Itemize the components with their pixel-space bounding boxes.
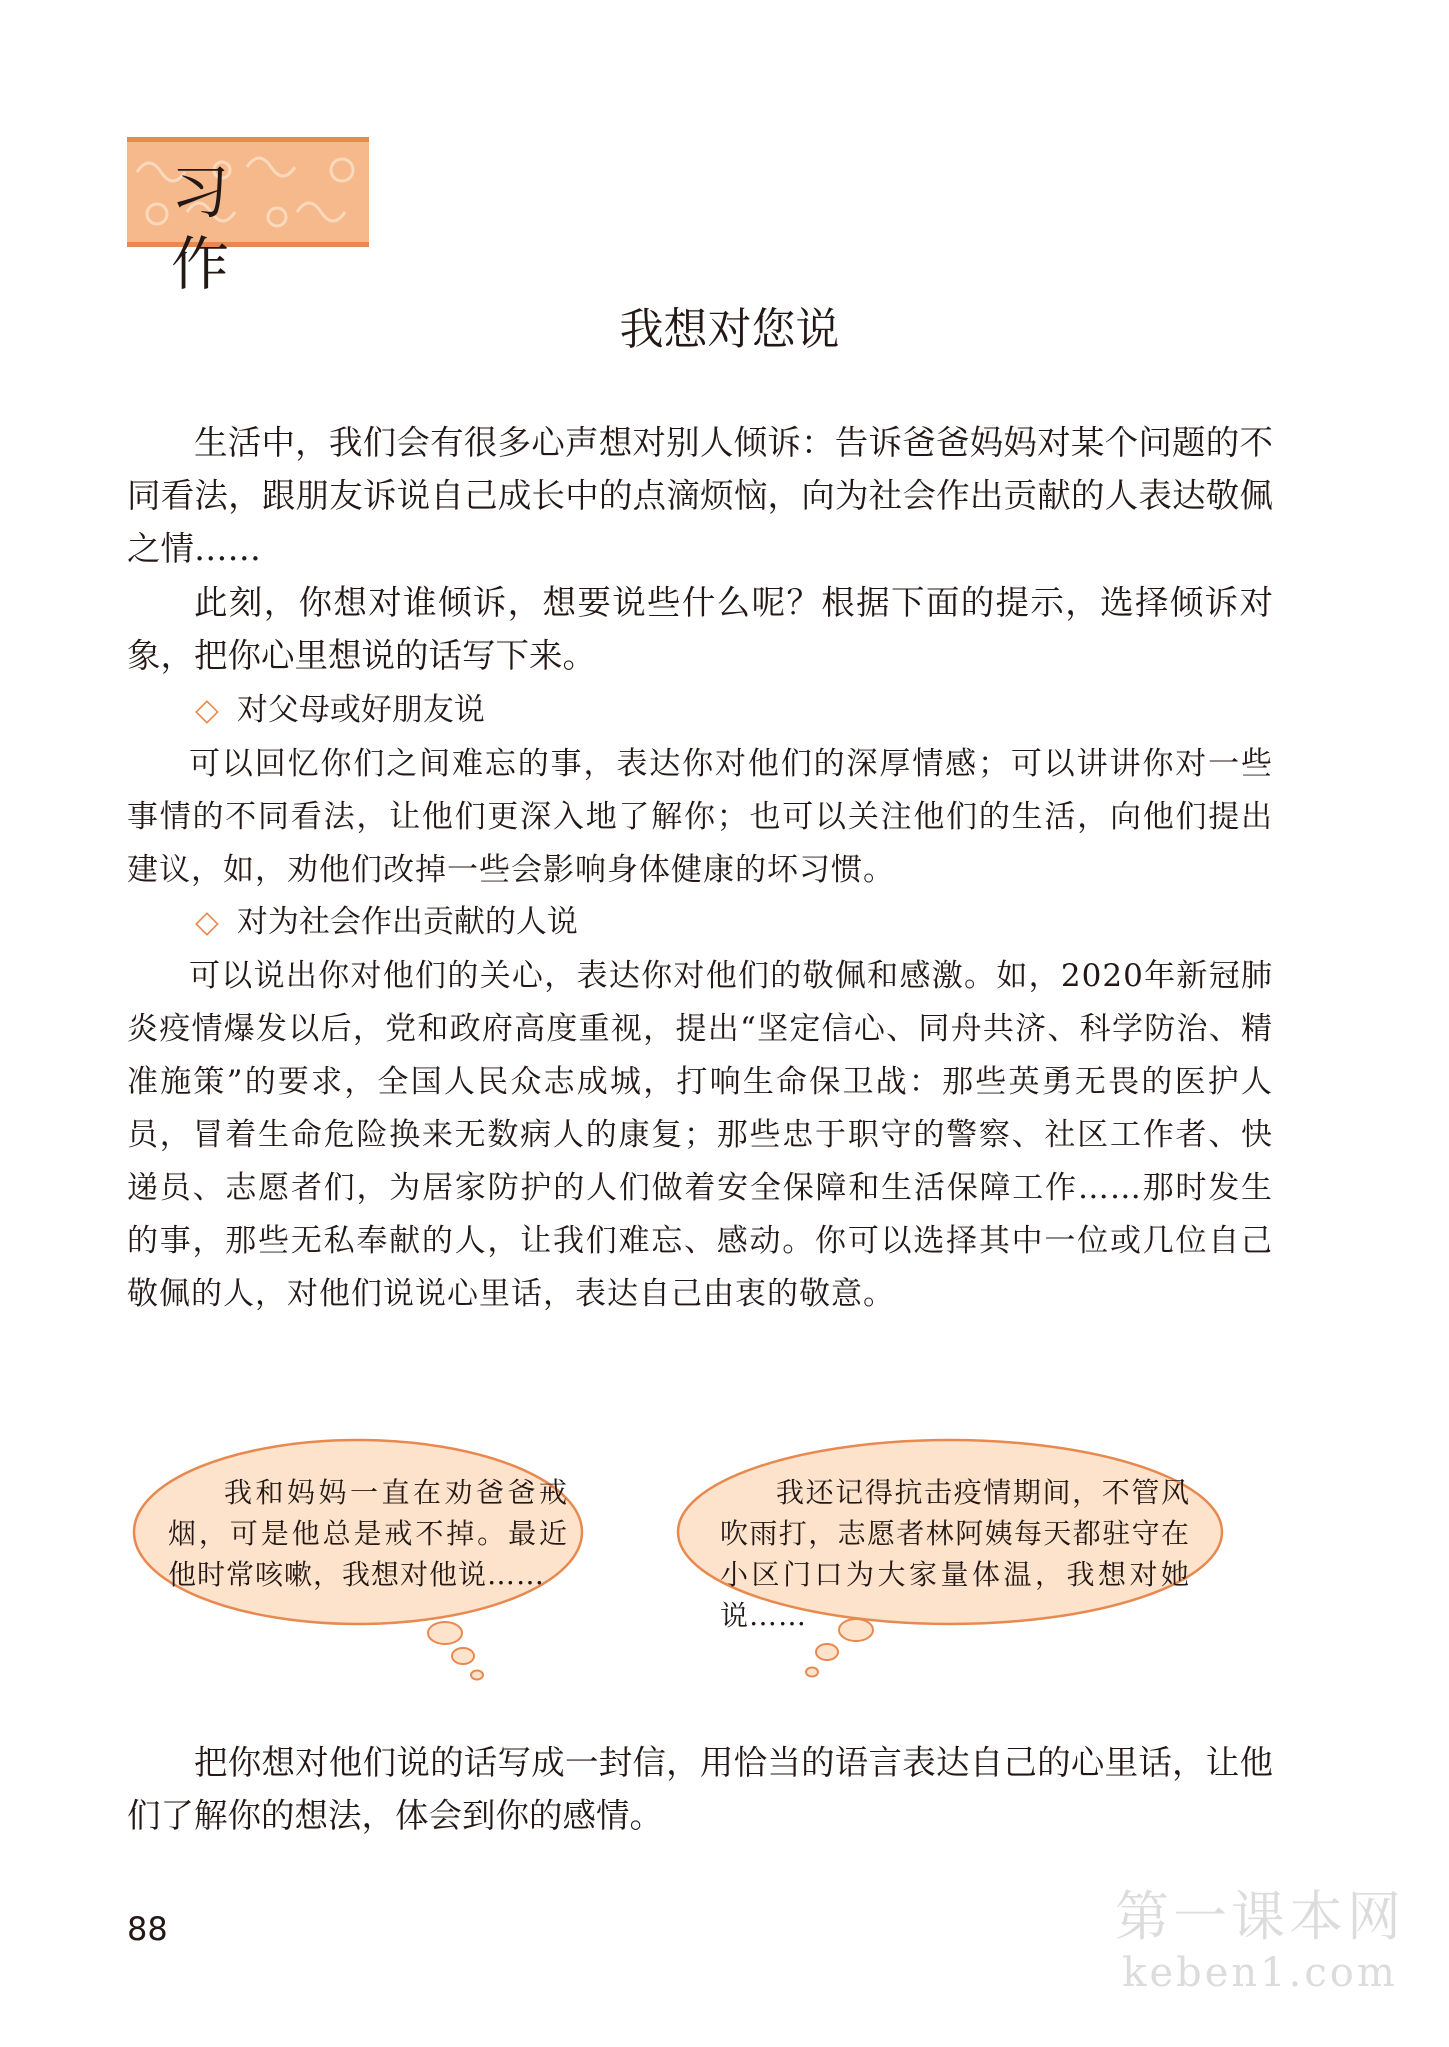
section-badge <box>127 137 369 298</box>
tip-heading-text: 对为社会作出贡献的人说 <box>236 904 578 940</box>
page-title: 我想对您说 <box>619 304 840 355</box>
tip-text-parents: 可以回忆你们之间难忘的事，表达你对他们的深厚情感；可以讲讲你对一些事情的不同看法，让他们更深入地了解你；也可以关注他们的生活，向他们提出建议，如，劝他们改掉一些会影响身体健康的坏习惯。 <box>127 746 1273 888</box>
paragraph-intro: 生活中，我们会有很多心声想对别人倾诉：告诉爸爸妈妈对某个问题的不同看法，跟朋友诉说自己成长中的点滴烦恼，向为社会作出贡献的人表达敬佩之情…… <box>127 423 1273 568</box>
watermark <box>1090 1885 1430 1997</box>
watermark-cn: 第一课本网 <box>1115 1885 1405 1948</box>
paragraph-prompt: 此刻，你想对谁倾诉，想要说些什么呢？根据下面的提示，选择倾诉对象，把你心里想说的话写下来。 <box>127 583 1273 675</box>
section-label: 习作 <box>171 158 274 298</box>
paragraph-closing: 把你想对他们说的话写成一封信，用恰当的语言表达自己的心里话，让他们了解你的想法，体会到你的感情。 <box>127 1743 1273 1835</box>
bubble-text-1: 我和妈妈一直在劝爸爸戒烟，可是他总是戒不掉。最近他时常咳嗽，我想对他说…… <box>168 1476 568 1591</box>
watermark-en: keben1.com <box>1122 1950 1398 1996</box>
tip-heading-parents <box>195 684 485 737</box>
diamond-outline-icon: ◇ <box>195 692 219 728</box>
tip-heading-contributors <box>195 896 578 949</box>
tip-heading-text: 对父母或好朋友说 <box>236 692 485 728</box>
thought-bubble-2 <box>660 1430 1240 1690</box>
tip-text-contributors: 可以说出你对他们的关心，表达你对他们的敬佩和感激。如，2020年新冠肺炎疫情爆发以后，党和政府高度重视，提出“坚定信心、同舟共济、科学防治、精准施策”的要求，全国人民众志成城，打响生命保卫战：那些英勇无畏的医护人员，冒着生命危险换来无数病人的康复；那些忠于职守的警察、社区工作者、快递员、志愿者们，为居家防护的人们做着安全保障和生活保障工作……那时发生的事，那些无私奉献的人，让我们难忘、感动。你可以选择其中一位或几位自己敬佩的人，对他们说说心里话，表达自己由衷的敬意。 <box>127 958 1273 1312</box>
page-number: 88 <box>127 1910 168 1948</box>
bubble-text-2: 我还记得抗击疫情期间，不管风吹雨打，志愿者林阿姨每天都驻守在小区门口为大家量体温，我想对她说…… <box>720 1476 1190 1632</box>
thought-bubble-1 <box>120 1430 620 1690</box>
diamond-outline-icon: ◇ <box>195 904 219 940</box>
